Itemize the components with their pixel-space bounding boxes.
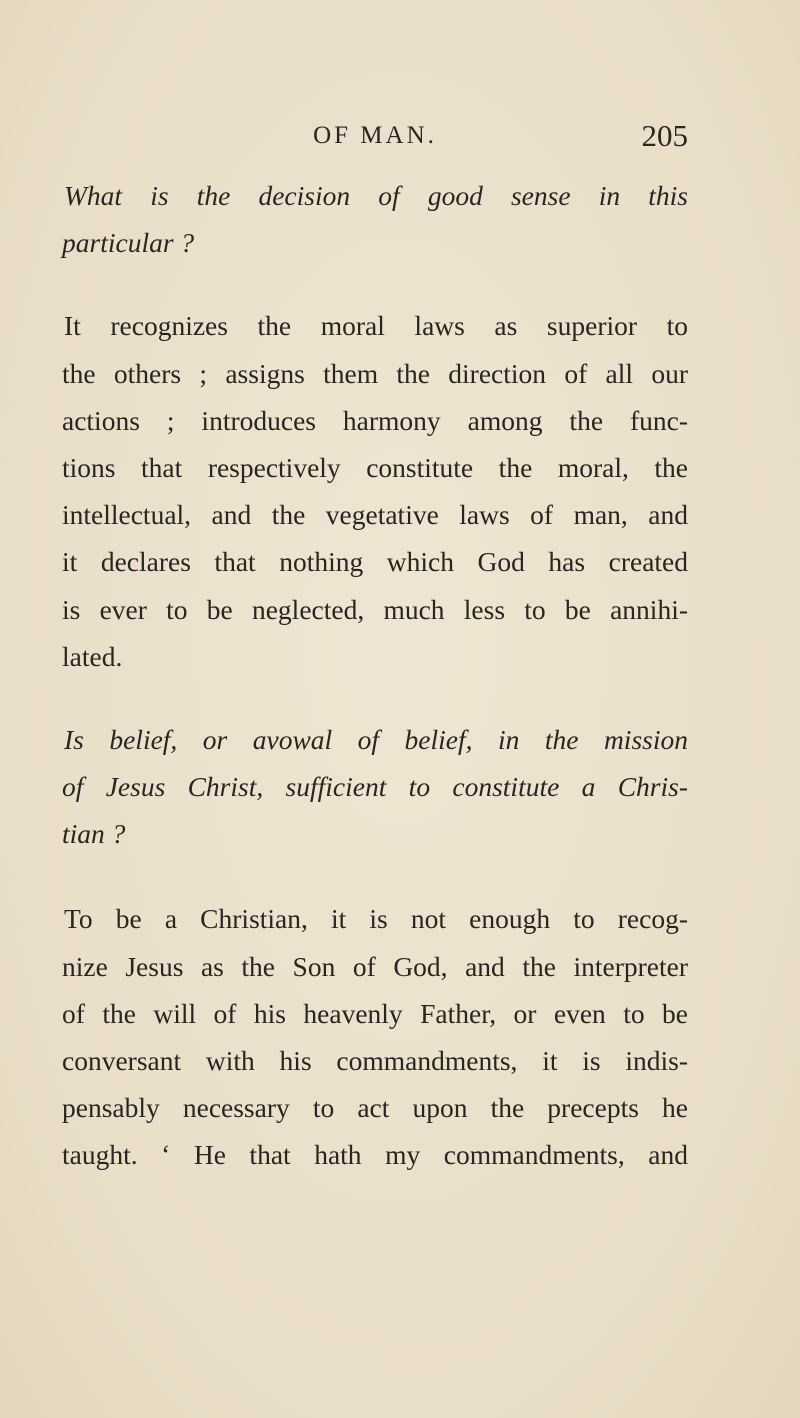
paragraph-gap <box>62 266 688 302</box>
text-line: tions that respectively constitute the moral, the <box>62 451 688 483</box>
text-line: the others ; assigns them the direction of all our <box>62 357 688 389</box>
paragraph-gap <box>62 857 688 895</box>
text-line: conversant with his commandments, it is indis- <box>62 1045 688 1076</box>
body-text <box>62 172 688 1179</box>
text-line: Is belief, or avowal of belief, in the mission <box>64 723 688 755</box>
text-line: of the will of his heavenly Father, or even to be <box>62 997 688 1029</box>
text-line: nize Jesus as the Son of God, and the interpreter <box>62 950 688 982</box>
answer-paragraph <box>62 895 688 1178</box>
paragraph-gap <box>62 680 688 716</box>
question-paragraph <box>62 172 688 266</box>
page-number: 205 <box>641 118 688 153</box>
text-line: particular ? <box>62 227 195 259</box>
running-title: OF MAN. <box>313 122 437 149</box>
text-line: To be a Christian, it is not enough to recog- <box>64 903 688 935</box>
running-head <box>62 118 688 158</box>
text-line: is ever to be neglected, much less to be annihi- <box>62 593 688 625</box>
text-line: tian ? <box>62 818 126 850</box>
text-line: actions ; introduces harmony among the func- <box>62 404 688 436</box>
answer-paragraph <box>62 302 688 680</box>
text-line: lated. <box>62 640 123 672</box>
text-line: intellectual, and the vegetative laws of man, and <box>62 499 688 531</box>
text-line: It recognizes the moral laws as superior to <box>64 310 688 342</box>
text-line: of Jesus Christ, sufficient to constitute a Chris- <box>62 771 688 803</box>
text-line: taught. ‘ He that hath my commandments, and <box>62 1139 688 1171</box>
text-line: What is the decision of good sense in this <box>64 180 688 211</box>
text-line: it declares that nothing which God has created <box>62 546 688 578</box>
text-line: pensably necessary to act upon the precepts he <box>62 1092 688 1124</box>
question-paragraph <box>62 716 688 858</box>
